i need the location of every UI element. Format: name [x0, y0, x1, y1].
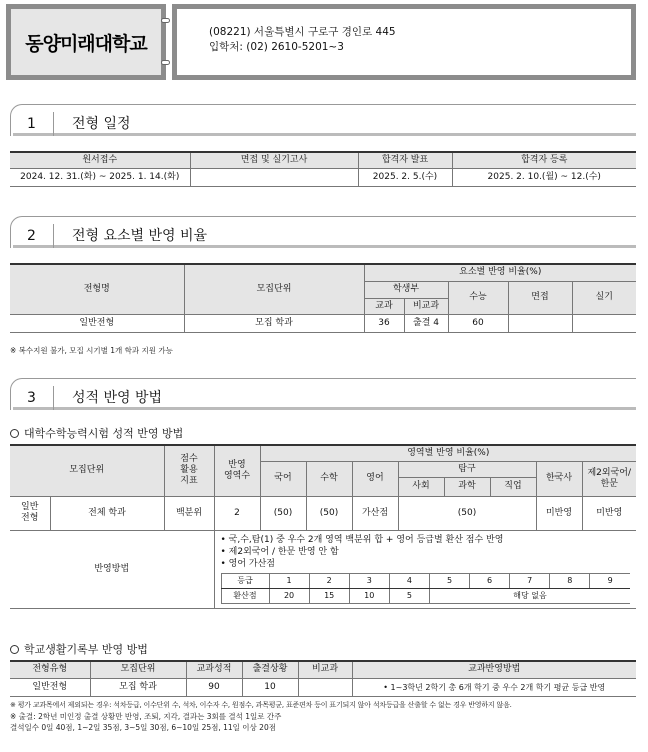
cell: 반영방법 [10, 530, 214, 608]
col-header: 모집단위 [184, 264, 364, 314]
cell: 1 [269, 573, 309, 588]
schedule-table [10, 151, 636, 187]
cell: 모집 학과 [184, 314, 364, 332]
cell: 60 [448, 314, 508, 332]
note-line: ※ 평가 교과목에서 제외되는 경우: 석차등급, 이수단위 수, 석차, 이수자 수, 원점수, 과목평균, 표준편차 등이 표기되지 않아 석차등급을 산출할 수 없는 경우 반영하지 않음. [10, 701, 512, 709]
section-title: 전형 일정 [72, 116, 131, 132]
col-header: 실기 [572, 281, 636, 314]
cell: 전체 학과 [50, 496, 164, 530]
section-heading-ratio [10, 216, 636, 248]
col-header: 비교과 [298, 661, 352, 678]
cell: 2025. 2. 5.(수) [358, 168, 452, 186]
cell: 5 [429, 573, 469, 588]
contact-info-box [172, 4, 636, 80]
col-header: 면접 및 실기고사 [190, 152, 358, 168]
col-header: 수학 [306, 461, 352, 496]
col-header: 반영 영역수 [214, 445, 260, 496]
university-name: 동양미래대학교 [25, 32, 147, 55]
cell [508, 314, 572, 332]
table-row [10, 678, 636, 696]
circle-bullet-icon [10, 429, 19, 438]
csat-table [10, 444, 636, 609]
cell: (50) [398, 496, 536, 530]
section-number: 3 [10, 386, 54, 410]
cell: 15 [309, 588, 349, 603]
cell: 3 [349, 573, 389, 588]
col-header: 교과 [364, 298, 404, 314]
subtitle-text: 학교생활기록부 반영 방법 [24, 643, 148, 656]
cell: 가산점 [352, 496, 398, 530]
cell: 90 [186, 678, 242, 696]
col-header: 모집단위 [90, 661, 186, 678]
col-header: 점수 활용 지표 [164, 445, 214, 496]
address: (08221) 서울특별시 구로구 경인로 445 [209, 26, 396, 38]
csat-subtitle [10, 425, 183, 441]
table-row [10, 496, 636, 530]
cell [298, 678, 352, 696]
col-header: 영어 [352, 461, 398, 496]
cell: 모집 학과 [90, 678, 186, 696]
cell [572, 314, 636, 332]
col-header: 직업 [490, 477, 536, 496]
cell: 백분위 [164, 496, 214, 530]
cell: 일반 전형 [10, 496, 50, 530]
col-header: 원서접수 [10, 152, 190, 168]
method-line: • 영어 가산점 [220, 558, 276, 569]
note-line: 결석일수 0일 40점, 1~2일 35점, 3~5일 30점, 6~10일 25점, 11일 이상 20점 [10, 723, 276, 732]
english-grade-table [221, 573, 631, 604]
cell: 일반전형 [10, 678, 90, 696]
circle-bullet-icon [10, 645, 19, 654]
method-cell [214, 530, 636, 608]
cell: 출결 4 [404, 314, 448, 332]
cell: (50) [306, 496, 352, 530]
binder-ring-icon [161, 18, 170, 23]
cell: 2 [309, 573, 349, 588]
col-header: 교과성적 [186, 661, 242, 678]
col-header: 한국사 [536, 461, 582, 496]
cell: 등급 [221, 573, 269, 588]
record-notes [10, 700, 640, 733]
cell: 해당 없음 [429, 588, 630, 603]
cell: 7 [510, 573, 550, 588]
subtitle-text: 대학수학능력시험 성적 반영 방법 [24, 427, 184, 440]
col-header: 합격자 등록 [452, 152, 636, 168]
cell [190, 168, 358, 186]
section-heading-schedule [10, 104, 636, 136]
col-header: 학생부 [364, 281, 448, 298]
cell: 8 [550, 573, 590, 588]
table-row [10, 168, 636, 186]
note-line: ※ 출결: 2학년 미인정 출결 상황만 반영, 조퇴, 지각, 결과는 3회를 결석 1일로 간주 [10, 712, 282, 721]
cell: 20 [269, 588, 309, 603]
cell: 미반영 [582, 496, 636, 530]
col-header: 교과반영방법 [352, 661, 636, 678]
section-title: 성적 반영 방법 [72, 390, 163, 406]
table-row [10, 314, 636, 332]
cell: 2 [214, 496, 260, 530]
cell: 4 [389, 573, 429, 588]
cell: 36 [364, 314, 404, 332]
cell: 6 [470, 573, 510, 588]
ratio-table [10, 263, 636, 333]
cell: 10 [242, 678, 298, 696]
section-title: 전형 요소별 반영 비율 [72, 228, 208, 244]
cell: 9 [590, 573, 630, 588]
col-header: 탐구 [398, 461, 536, 477]
col-header: 합격자 발표 [358, 152, 452, 168]
record-subtitle [10, 641, 148, 657]
cell: 10 [349, 588, 389, 603]
col-header: 비교과 [404, 298, 448, 314]
method-line: • 국,수,탐(1) 중 우수 2개 영역 백분위 합 + 영어 등급별 환산 점수 반영 [220, 534, 504, 545]
col-header: 전형유형 [10, 661, 90, 678]
col-header: 제2외국어/ 한문 [582, 461, 636, 496]
section-number: 1 [10, 112, 54, 136]
table-row [10, 530, 636, 608]
cell: 2025. 2. 10.(월) ~ 12.(수) [452, 168, 636, 186]
method-line: • 제2외국어 / 한문 반영 안 함 [220, 546, 339, 557]
col-header: 출결상황 [242, 661, 298, 678]
cell: 5 [389, 588, 429, 603]
header [6, 4, 636, 80]
section-number: 2 [10, 224, 54, 248]
col-header: 국어 [260, 461, 306, 496]
cell: 미반영 [536, 496, 582, 530]
binder-ring-icon [161, 60, 170, 65]
cell: (50) [260, 496, 306, 530]
col-header: 사회 [398, 477, 444, 496]
section-heading-grading [10, 378, 636, 410]
ratio-note: ※ 복수지원 불가, 모집 시기별 1개 학과 지원 가능 [10, 346, 173, 355]
col-header: 면접 [508, 281, 572, 314]
col-header: 수능 [448, 281, 508, 314]
phone: 입학처: (02) 2610-5201~3 [209, 41, 344, 53]
university-logo-box [6, 4, 166, 80]
cell: 2024. 12. 31.(화) ~ 2025. 1. 14.(화) [10, 168, 190, 186]
col-header: 과학 [444, 477, 490, 496]
col-header: 영역별 반영 비율(%) [260, 445, 636, 461]
col-header: 요소별 반영 비율(%) [364, 264, 636, 281]
cell: • 1~3학년 2학기 총 6개 학기 중 우수 2개 학기 평균 등급 반영 [352, 678, 636, 696]
record-table [10, 660, 636, 697]
col-header: 전형명 [10, 264, 184, 314]
col-header: 모집단위 [10, 445, 164, 496]
cell: 환산점 [221, 588, 269, 603]
cell: 일반전형 [10, 314, 184, 332]
